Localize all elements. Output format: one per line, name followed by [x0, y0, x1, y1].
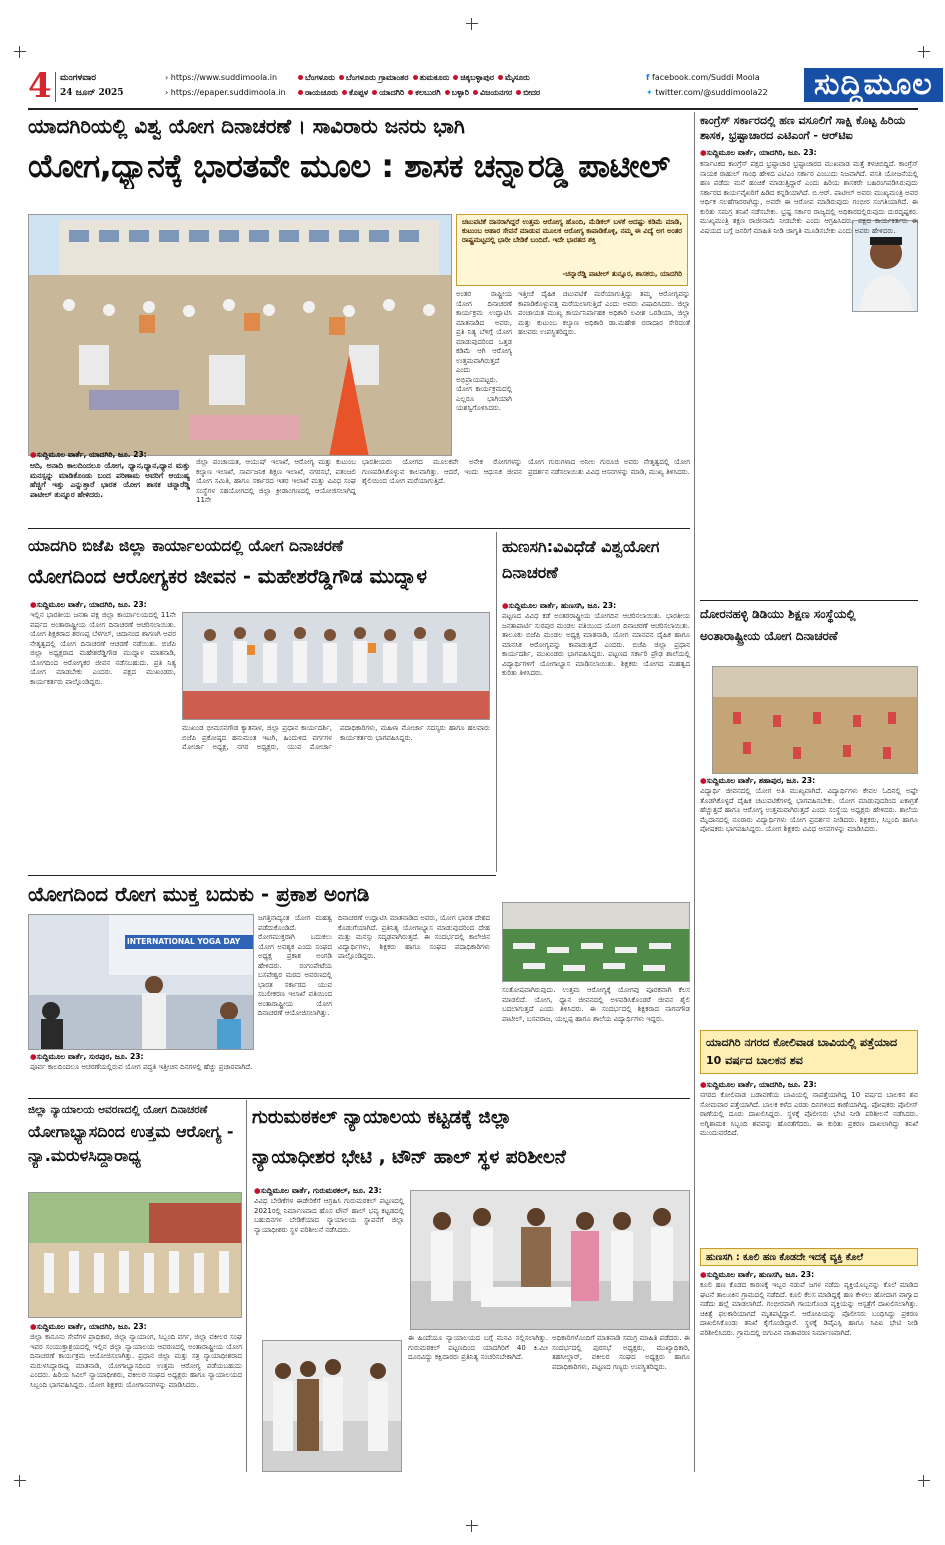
- crop-mark: [918, 46, 930, 58]
- prakash-headline: ಯೋಗದಿಂದ ರೋಗ ಮುಕ್ತ ಬದುಕು - ಪ್ರಕಾಶ ಅಂಗಡಿ: [28, 882, 370, 906]
- court-yoga-body: ಜಿಲ್ಲಾ ಕಾನೂನು ಸೇವೆಗಳ ಪ್ರಾಧಿಕಾರ, ಜಿಲ್ಲಾ ನ್ಯಾಯಾಂಗ, ಸಿಬ್ಬಂದಿ ವರ್ಗ, ಜಿಲ್ಲಾ ವಕೀಲರ ಸಂಘ ಇವರ ಸಂಯುಕ್ತಾಶ್ರಯದಲ್ಲಿ ಇಲ್ಲಿನ ಜಿಲ್ಲಾ ನ್ಯಾಯಾಲಯ ಆವರಣದಲ್ಲಿ ಅಂತಾರಾಷ್ಟ್ರೀಯ ಯೋಗ ದಿನಾಚರಣೆ ಕಾರ್ಯಕ್ರಮ ಆಯೋಜಿಸಲಾಗಿತ್ತು. ಪ್ರಧಾನ ಜಿಲ್ಲಾ ಮತ್ತು ಸತ್ರ ನ್ಯಾಯಾಧೀಶರಾದ ಮರುಳಸಿದ್ದಾರಾಧ್ಯ ಮಾತನಾಡಿ, ಯೋಗಾಭ್ಯಾಸದಿಂದ ಉತ್ತಮ ಆರೋಗ್ಯ ಪಡೆಯಬಹುದು ಎಂದರು. ಹಿರಿಯ ಸಿವಿಲ್ ನ್ಯಾಯಾಧೀಶರು, ವಕೀಲರ ಸಂಘದ ಅಧ್ಯಕ್ಷರು ಹಾಗೂ ನ್ಯಾಯಾಲಯದ ಸಿಬ್ಬಂದಿ ಭಾಗವಹಿಸಿದ್ದರು. ಯೋಗ ಶಿಕ್ಷಕರು ಯೋಗಾಸನಗಳನ್ನು ಮಾಡಿಸಿದರು.: [30, 1333, 242, 1389]
- bjp-byline: ●ಸುದ್ದಿಮೂಲ ವಾರ್ತೆ, ಯಾದಗಿರಿ, ಜೂ. 23:: [30, 600, 147, 609]
- cities-row-1: ಬೆಂಗಳೂರು ಬೆಂಗಳೂರು ಗ್ರಾಮಾಂತರ ತುಮಕೂರು ಚಿಕ್ಕಬಳ್ಳಾಪುರ ಮೈಸೂರು: [294, 72, 530, 84]
- lead-quote-box: [456, 214, 688, 286]
- facebook-icon: f: [646, 73, 650, 82]
- issue-date: 24 ಜೂನ್ 2025: [60, 88, 124, 98]
- sidebar-top-body: ಕರ್ನಾಟಕದ ಕಾಂಗ್ರೆಸ್ ಪಕ್ಷದ ಭ್ರಷ್ಟಾಚಾರ ಭ್ರಷ್ಟಾಚಾರದ ಮುಖವಾಡ ಮತ್ತೆ ಕಳಚಿಬಿದ್ದಿದೆ. ಕಾಂಗ್ರೆಸ್ ನಾಯಕ ರಾಹುಲ್ ಗಾಂಧಿ ಹೇಳಿದ ಎಟಿಎಂ ಸರ್ಕಾರ ಎಂಬುದು ನಿಜವಾಗಿದೆ. ವಸತಿ ಯೋಜನೆಯಲ್ಲಿ ಹಣ ಪಡೆದು ಮನೆ ಹಂಚಿಕೆ ಮಾಡುತ್ತಿದ್ದಾರೆ ಎಂದು ಹಿರಿಯ ಶಾಸಕರೇ ಬಹಿರಂಗಪಡಿಸಿರುವುದು ಸರ್ಕಾರದ ಕಾರ್ಯವೈಖರಿಗೆ ಹಿಡಿದ ಕನ್ನಡಿಯಾಗಿದೆ. ಬಿ.ಆರ್. ಪಾಟೀಲ್ ಅವರು ಮುಖ್ಯಮಂತ್ರಿ ಅವರ ಆರ್ಥಿಕ ಸಲಹೆಗಾರರಾಗಿದ್ದು, ಅವರೇ ಈ ಆರೋಪ ಮಾಡಿರುವುದು ಗಂಭೀರ ಸಂಗತಿಯಾಗಿದೆ. ಈ ಕುರಿತು ಸಮಗ್ರ ತನಿಖೆ ನಡೆಸಬೇಕು. ಭ್ರಷ್ಟ ಸರ್ಕಾರ ರಾಜ್ಯದಲ್ಲಿ ಅಧಿಕಾರದಲ್ಲಿರುವುದು ದುರದೃಷ್ಟಕರ. ಮುಖ್ಯಮಂತ್ರಿ ತಕ್ಷಣ ರಾಜೀನಾಮೆ ನೀಡಬೇಕು ಎಂದು ಆಗ್ರಹಿಸಿದರು. ಪಕ್ಷದ ಕಾರ್ಯಕರ್ತರು ಈ ವಿಷಯದ ಬಗ್ಗೆ ಜನರಿಗೆ ಮಾಹಿತಿ ನೀಡಿ ಜಾಗೃತಿ ಮೂಡಿಸಬೇಕು ಎಂದು ಅವರು ಹೇಳಿದರು.: [700, 160, 918, 235]
- weekday: ಮಂಗಳವಾರ: [60, 73, 97, 83]
- facebook-link[interactable]: f facebook.com/Suddi Moola: [646, 73, 760, 82]
- school-yoga-body: ವಿದ್ಯಾರ್ಥಿ ಜೀವನದಲ್ಲಿ ಯೋಗ ಅತಿ ಮುಖ್ಯವಾಗಿದೆ. ವಿದ್ಯಾರ್ಥಿಗಳು ಕೇವಲ ಓದಿನಲ್ಲಿ ಅಷ್ಟೇ ತೊಡಗಿಕೊಳ್ಳದೆ ದೈಹಿಕ ಚಟುವಟಿಕೆಗಳಲ್ಲಿ ಭಾಗವಹಿಸಬೇಕು. ಯೋಗ ಮಾಡುವುದರಿಂದ ಏಕಾಗ್ರತೆ ಹೆಚ್ಚುತ್ತದೆ ಹಾಗೂ ಆರೋಗ್ಯ ಉತ್ತಮವಾಗಿರುತ್ತದೆ ಎಂದು ಸಂಸ್ಥೆಯ ಅಧ್ಯಕ್ಷರು ಹೇಳಿದರು. ಶಾಲೆಯ ಮೈದಾನದಲ್ಲಿ ನೂರಾರು ವಿದ್ಯಾರ್ಥಿಗಳು ಯೋಗ ಪ್ರದರ್ಶನ ನೀಡಿದರು. ಶಿಕ್ಷಕರು, ಸಿಬ್ಬಂದಿ ಹಾಗೂ ಪೋಷಕರು ಭಾಗವಹಿಸಿದ್ದರು. ಯೋಗ ಶಿಕ್ಷಕರು ವಿವಿಧ ಆಸನಗಳನ್ನು ಮಾಡಿಸಿದರು.: [700, 787, 918, 833]
- gurumatkal-photo-top: [410, 1190, 690, 1330]
- hunasagi-body: ಪಟ್ಟಣದ ವಿವಿಧ ಕಡೆ ಅಂತರರಾಷ್ಟ್ರೀಯ ಯೋಗದಿನ ಆಚರಿಸಲಾಯಿತು. ಭಾರತೀಯ ಜನತಾಪಾರ್ಟಿ ಸುರಪುರ ಮಂಡಲ ವತಿಯಿಂದ ಯೋಗ ದಿನಾಚರಣೆ ಆಚರಿಸಲಾಯಿತು. ತಾಲೂಕು ಬಿಜೆಪಿ ಮಂಡಲ ಅಧ್ಯಕ್ಷ ಮಾತನಾಡಿ, ಯೋಗ ಮಾನವನ ದೈಹಿಕ ಹಾಗೂ ಮಾನಸಿಕ ಆರೋಗ್ಯವನ್ನು ಕಾಪಾಡುತ್ತದೆ ಎಂದರು. ಬಿಜೆಪಿ ಜಿಲ್ಲಾ ಪ್ರಧಾನ ಕಾರ್ಯದರ್ಶಿ, ಮುಖಂಡರು ಭಾಗವಹಿಸಿದ್ದರು. ಪಟ್ಟಣದ ಸರ್ಕಾರಿ ಪ್ರೌಢ ಶಾಲೆಯಲ್ಲಿ ವಿದ್ಯಾರ್ಥಿಗಳಿಗೆ ಯೋಗಾಭ್ಯಾಸ ಮಾಡಿಸಲಾಯಿತು. ಶಿಕ್ಷಕರು ಯೋಗದ ಮಹತ್ವದ ಕುರಿತು ತಿಳಿಸಿದರು.: [502, 612, 690, 677]
- twitter-icon: ✦: [646, 88, 653, 97]
- hunasagi-byline: ●ಸುದ್ದಿಮೂಲ ವಾರ್ತೆ, ಹುಣಸಗಿ, ಜೂ. 23:: [502, 601, 617, 610]
- lead-kicker: ಯಾದಗಿರಿಯಲ್ಲಿ ವಿಶ್ವ ಯೋಗ ದಿನಾಚರಣೆ । ಸಾವಿರಾರು ಜನರು ಭಾಗಿ: [28, 114, 465, 138]
- crop-mark: [14, 1475, 26, 1487]
- gurumatkal-body-left: ವಿವಿಧ ಬೇಡಿಕೆಗಳ ಈಡೇರಿಕೆಗೆ ಆಗ್ರಹಿಸಿ ಗುರುಮಠಕಲ್ ಪಟ್ಟಣದಲ್ಲಿ 2021ರಲ್ಲಿ ನಿರ್ಮಾಣವಾದ ಹೊಸ ಟೌನ್ ಹಾಲ್ ಭವ್ಯ ಕಟ್ಟಡದಲ್ಲಿ ಬಹುದಿನಗಳ ಬೇಡಿಕೆಯಾದ ನ್ಯಾಯಾಲಯ ಸ್ಥಾಪನೆಗೆ ಜಿಲ್ಲಾ ನ್ಯಾಯಾಧೀಶರು ಸ್ಥಳ ಪರಿಶೀಲನೆ ನಡೆಸಿದರು.: [254, 1197, 404, 1234]
- gurumatkal-headline-line2: ನ್ಯಾಯಾಧೀಶರ ಭೇಟಿ , ಟೌನ್ ಹಾಲ್ ಸ್ಥಳ ಪರಿಶೀಲನೆ: [252, 1147, 566, 1168]
- prakash-caption: ಪೂರ್ವ ಕಾಲದಿಂದಲೂ ಆಚರಣೆಯಲ್ಲಿರುವ ಯೋಗ ಪದ್ಧತಿ ಇತ್ತೀಚಿನ ದಿನಗಳಲ್ಲಿ ಹೆಚ್ಚು ಪ್ರಚಾರವಾಗಿದೆ.: [30, 1063, 253, 1071]
- bjp-body-left: ಇಲ್ಲಿನ ಭಾರತೀಯ ಜನತಾ ಪಕ್ಷ ಜಿಲ್ಲಾ ಕಾರ್ಯಾಲಯದಲ್ಲಿ 11ನೇ ವರ್ಷದ ಅಂತಾರಾಷ್ಟ್ರೀಯ ಯೋಗ ದಿನಾಚರಣೆ ಆಚರಿಸಲಾಯಿತು. ಯೋಗ ಶಿಕ್ಷಕರಾದ ಶರಣಪ್ಪ ಬೆಳಗಲ್, ಚಿದಾನಂದ ಶಾಗಣಗಿ ಅವರ ನೇತೃತ್ವದಲ್ಲಿ ಯೋಗ ದಿನಾಚರಣೆ ಆಚರಣೆ ನಡೆಯಿತು. ಬಿಜೆಪಿ ಜಿಲ್ಲಾ ಅಧ್ಯಕ್ಷರಾದ ಮಹೇಶರೆಡ್ಡಿಗೌಡ ಮುದ್ನಾಳ ಮಾತನಾಡಿ, ಯೋಗದಿಂದ ಆರೋಗ್ಯಕರ ಜೀವನ ನಡೆಸಬಹುದು. ಪ್ರತಿ ನಿತ್ಯ ಯೋಗ ಮಾಡಬೇಕು ಎಂದರು. ಪಕ್ಷದ ಮುಖಂಡರು, ಕಾರ್ಯಕರ್ತರು ಪಾಲ್ಗೊಂಡಿದ್ದರು.: [30, 611, 176, 686]
- hunasagi-body-lower: ಸಂತೋಷವಾಗಿರುವುದು. ಉತ್ತಮ ಆರೋಗ್ಯಕ್ಕೆ ಯೋಗವು ಪೂರಕವಾಗಿ ಕೆಲಸ ಮಾಡಲಿದೆ. ಯೋಗ, ಧ್ಯಾನ ಜೀವನದಲ್ಲಿ ಅಳವಡಿಸಿಕೊಂಡರೆ ಜೀವನ ಶೈಲಿ ಬದಲಾಗುತ್ತದೆ ಎಂದು ತಿಳಿಸಿದರು. ಈ ಸಂದರ್ಭದಲ್ಲಿ ಶಿಕ್ಷಕರಾದ ನಾಗನಗೌಡ ಪಾಟೀಲ್, ಬಸವರಾಜ, ಯಲ್ಲಪ್ಪ ಹಾಗೂ ಶಾಲೆಯ ವಿದ್ಯಾರ್ಥಿಗಳು ಇದ್ದರು.: [502, 986, 690, 1023]
- murder-body: ಕೂಲಿ ಹಣ ಕೊಡದ ಕಾರಣಕ್ಕೆ ಇಬ್ಬರ ನಡುವೆ ಜಗಳ ನಡೆದು ವ್ಯಕ್ತಿಯೊಬ್ಬನನ್ನು ಕೊಲೆ ಮಾಡಿದ ಘಟನೆ ತಾಲೂಕಿನ ಗ್ರಾಮದಲ್ಲಿ ನಡೆದಿದೆ. ಕೂಲಿ ಕೆಲಸ ಮಾಡಿದ್ದಕ್ಕೆ ಹಣ ಕೇಳಲು ಹೋದಾಗ ವಾಗ್ವಾದ ನಡೆದು ಹಲ್ಲೆ ಮಾಡಲಾಗಿದೆ. ಗಂಭೀರವಾಗಿ ಗಾಯಗೊಂಡ ವ್ಯಕ್ತಿಯನ್ನು ಆಸ್ಪತ್ರೆಗೆ ದಾಖಲಿಸಲಾಗಿತ್ತು. ಚಿಕಿತ್ಸೆ ಫಲಕಾರಿಯಾಗದೆ ಮೃತಪಟ್ಟಿದ್ದಾನೆ. ಆರೋಪಿಯನ್ನು ಪೊಲೀಸರು ಬಂಧಿಸಿದ್ದು ಪ್ರಕರಣ ದಾಖಲಿಸಿಕೊಂಡು ತನಿಖೆ ಕೈಗೊಂಡಿದ್ದಾರೆ. ಸ್ಥಳಕ್ಕೆ ಡಿವೈಎಸ್ಪಿ ಹಾಗೂ ಸಿಪಿಐ ಭೇಟಿ ನೀಡಿ ಪರಿಶೀಲಿಸಿದರು. ಗ್ರಾಮದಲ್ಲಿ ಬಿಗುವಿನ ವಾತಾವರಣ ನಿರ್ಮಾಣವಾಗಿದೆ.: [700, 1281, 918, 1337]
- lead-caption: ಆದಿ, ಅನಾದಿ ಕಾಲದಿಂದಲೂ ಯೋಗ, ಧ್ಯಾನ,ಧ್ಯಾನ,ಧ್ಯಾನ ಮತ್ತು ಮನಸ್ಸನ್ನು ಮಾಡಿಕೊಂಡು ಬಂದ ಪರಿಣಾಮ ಅವರಿಗೆ ಆಯುಷ್ಯ ಹೆಚ್ಚಿಗೆ ಇತ್ತು ಎನ್ನುತ್ತಾರೆ ಭಾರತ ಯೋಗ ಶಾಸಕ ಚನ್ನಾರೆಡ್ಡಿ ಪಾಟೀಲ್ ತುನ್ನೂರ ಹೇಳಿದರು.: [30, 461, 190, 499]
- gurumatkal-headline-line1: ಗುರುಮಠಕಲ್ ನ್ಯಾಯಾಲಯ ಕಟ್ಟಡಕ್ಕೆ ಜಿಲ್ಲಾ: [252, 1107, 512, 1128]
- court-yoga-photo: [28, 1192, 242, 1318]
- bjp-photo: [182, 612, 490, 720]
- boy-headline-box: [700, 1030, 918, 1074]
- sidebar-top-headline: ಕಾಂಗ್ರೆಸ್ ಸರ್ಕಾರದಲ್ಲಿ ಹಣ ವಸೂಲಿಗೆ ಸಾಕ್ಷಿ ಕೊಟ್ಟ ಹಿರಿಯ ಶಾಸಕ, ಭ್ರಷ್ಟಾಚಾರದ ಎಟಿಎಂಗೆ - ಆರ್‌ಟಿಐ: [700, 114, 906, 142]
- lead-body-col5: ಯೋಗ ಗುರುಗಳಾದ ಅನೀಲ ಗುರೂಜಿ ಅವರು ನೇತೃತ್ವದಲ್ಲಿ ಯೋಗ ಪ್ರದರ್ಶನ ನಡೆಸಲಾಯಿತು ವಿವಿಧ ಆಸನಗಳನ್ನು ಮಾಡಿ, ಮುಖ್ಯ ತಿಳಿಸಿದರು.: [528, 458, 690, 476]
- boy-byline: ●ಸುದ್ದಿಮೂಲ ವಾರ್ತೆ, ಯಾದಗಿರಿ, ಜೂ. 23:: [700, 1080, 817, 1089]
- gurumatkal-body-mid: ಈ ಹಿಂದೆಯೂ ನ್ಯಾಯಾಲಯದ ಬಗ್ಗೆ ಮನವಿ ಸಲ್ಲಿಸಲಾಗಿತ್ತು. ಗುರುಮಠಕಲ್ ಪಟ್ಟಣದಿಂದ ಯಾದಗಿರಿಗೆ 40 ಕಿ.ಮೀ ದೂರವಿದ್ದು ಕಕ್ಷಿದಾರರು ಪ್ರತಿನಿತ್ಯ ಸಂಚರಿಸಬೇಕಾಗಿದೆ.: [408, 1334, 548, 1361]
- lead-body-col2: ಇತ್ತೀಚೆ ದೈಹಿಕ ಚಟುವಟಿಕೆ ಮರೆಯಾಗುತ್ತಿದ್ದು ತಮ್ಮ ಆರೋಗ್ಯವನ್ನು ಕಾಪಾಡಿಕೊಳ್ಳುವತ್ತ ಮರೆಯಲಾಗುತ್ತಿದೆ ಎಂದು ಅವರು ವಿಷಾದಿಸಿದರು. ಜಿಲ್ಲಾ ಪಂಚಾಯತ ಮುಖ್ಯ ಕಾರ್ಯನಿರ್ವಾಹಕ ಅಧಿಕಾರಿ ಲವೀಶ ಒರಡಿಯಾ, ಜಿಲ್ಲಾ ಮತ್ತು ಕುಟುಂಬ ಕಲ್ಯಾಣ ಅಧಿಕಾರಿ ಡಾ.ಮಹೇಶ ಬಿರಾದಾರ ಸೇರಿದಂತೆ ಹಲವರು ಉಪಸ್ಥಿತರಿದ್ದರು.: [518, 290, 690, 336]
- gurumatkal-byline: ●ಸುದ್ದಿಮೂಲ ವಾರ್ತೆ, ಗುರುಮಠಕಲ್, ಜೂ. 23:: [254, 1186, 382, 1195]
- lead-body-col3: ಜಿಲ್ಲಾ ಪಂಚಾಯತ, ಆಯುಷ್ ಇಲಾಖೆ, ಆರೋಗ್ಯ ಮತ್ತು ಕುಟುಂಬ ಕಲ್ಯಾಣ ಇಲಾಖೆ, ಸಾರ್ವಜನಿಕ ಶಿಕ್ಷಣ ಇಲಾಖೆ, ನಗರಸಭೆ, ಪತಂಜಲಿ ಯೋಗ ಸಮಿತಿ, ಹಾಗೂ ಸರ್ಕಾರದ ಇತರ ಇಲಾಖೆ ಮತ್ತು ವಿವಿಧ ಸಂಘ ಸಂಸ್ಥೆಗಳ ಸಹಯೋಗದಲ್ಲಿ ಜಿಲ್ಲಾ ಕ್ರೀಡಾಂಗಣದಲ್ಲಿ ಆಯೋಜಿಸಲಾಗಿದ್ದ 11ನೇ: [196, 458, 356, 504]
- court-yoga-kicker: ಜಿಲ್ಲಾ ನ್ಯಾಯಾಲಯ ಆವರಣದಲ್ಲಿ ಯೋಗ ದಿನಾಚರಣೆ: [28, 1104, 208, 1116]
- prakash-photo: [28, 914, 254, 1050]
- hunasagi-headline: ಹುಣಸಗಿ:ವಿವಿಧೆಡೆ ವಿಶ್ವಯೋಗ ದಿನಾಚರಣೆ: [502, 537, 660, 582]
- prakash-photo-banner: INTERNATIONAL YOGA DAY: [127, 937, 241, 946]
- cities-row-2: ರಾಯಚೂರು ಕೊಪ್ಪಳ ಯಾದಗಿರಿ ಕಲಬುರಗಿ ಬಳ್ಳಾರಿ ವಿಜಯನಗರ ಬೀದರ: [294, 87, 540, 99]
- crop-mark: [466, 1520, 478, 1532]
- lead-quote: ಚಟುವಟಿಕೆ ದಾನರಾಗಿದ್ದರೆ ಉತ್ತಮ ಆರೋಗ್ಯ ಹೊಂದಿ, ಮೆಡಿಕಲ್ ಬಳಕೆ ಆದಷ್ಟು ಕಡಿಮೆ ಮಾಡಿ, ಕುಟುಂಬ ಆಹಾರ ಸೇವನೆ ಮಾಡುವ ಮೂಲಕ ಆರೋಗ್ಯ ಕಾಪಾಡಿಕೊಳ್ಳಿ, ನಮ್ಮ ಈ ವಿದ್ಯೆ ಅಗ ಅಂತರ ರಾಷ್ಟ್ರಮಟ್ಟದಲ್ಲಿ ಭಾರೀ ಬೇಡಿಕೆ ಬಂದಿದೆ. ಇದೇ ಭಾರತದ ಶಕ್ತಿ: [462, 218, 682, 244]
- epaper-link[interactable]: › https://epaper.suddimoola.in: [165, 88, 286, 97]
- school-yoga-photo: [712, 666, 918, 774]
- prakash-body-right: ದಿನಾಚರಣೆ ಉದ್ಘಾಟಿಸಿ ಮಾತನಾಡಿದ ಅವರು, ಯೋಗ ಭಾರತ ದೇಶದ ಕೊಡುಗೆಯಾಗಿದೆ. ಪ್ರತಿನಿತ್ಯ ಯೋಗಾಭ್ಯಾಸ ಮಾಡುವುದರಿಂದ ದೇಹ ಮತ್ತು ಮನಸ್ಸು ಸದೃಢವಾಗಿರುತ್ತದೆ. ಈ ಸಂದರ್ಭದಲ್ಲಿ ಕಾಲೇಜಿನ ವಿದ್ಯಾರ್ಥಿಗಳು, ಶಿಕ್ಷಕರು ಹಾಗೂ ಸಂಘದ ಪದಾಧಿಕಾರಿಗಳು ಪಾಲ್ಗೊಂಡಿದ್ದರು.: [338, 914, 490, 960]
- prakash-byline: ●ಸುದ್ದಿಮೂಲ ವಾರ್ತೆ, ಸುರಪುರ, ಜೂ. 23:: [30, 1052, 144, 1061]
- bjp-headline: ಯೋಗದಿಂದ ಆರೋಗ್ಯಕರ ಜೀವನ - ಮಹೇಶರೆಡ್ಡಿಗೌಡ ಮುದ್ನಾಳ: [28, 565, 427, 588]
- lead-byline: ●ಸುದ್ದಿಮೂಲ ವಾರ್ತೆ, ಯಾದಗಿರಿ, ಜೂ. 23:: [30, 450, 147, 459]
- twitter-link[interactable]: ✦ twitter.com/@suddimoola22: [646, 88, 768, 97]
- lead-photo: [28, 214, 452, 456]
- crop-mark: [14, 46, 26, 58]
- boy-body: ನಗರದ ಕೋಲಿವಾಡ ಬಡಾವಣೆಯ ಬಾವಿಯಲ್ಲಿ ನಾಪತ್ತೆಯಾಗಿದ್ದ 10 ವರ್ಷದ ಬಾಲಕನ ಶವ ಸೋಮವಾರ ಪತ್ತೆಯಾಗಿದೆ. ಬಾಲಕ ಕಳೆದ ಎರಡು ದಿನಗಳಿಂದ ಕಾಣೆಯಾಗಿದ್ದ. ಪೋಷಕರು ಪೊಲೀಸ್ ಠಾಣೆಯಲ್ಲಿ ದೂರು ದಾಖಲಿಸಿದ್ದರು. ಸ್ಥಳಕ್ಕೆ ಪೊಲೀಸರು ಭೇಟಿ ನೀಡಿ ಪರಿಶೀಲನೆ ನಡೆಸಿದರು. ಅಗ್ನಿಶಾಮಕ ಸಿಬ್ಬಂದಿ ಶವವನ್ನು ಹೊರತೆಗೆದರು. ಈ ಕುರಿತು ಪ್ರಕರಣ ದಾಖಲಾಗಿದ್ದು ತನಿಖೆ ಮುಂದುವರೆದಿದೆ.: [700, 1091, 918, 1137]
- newspaper-logo: ಸುದ್ದಿಮೂಲ: [804, 68, 943, 102]
- lead-body-col4: ಭಾರತೀಯರು ಯೋಗದ ಮೂಲಕವೇ ಅನೇಕ ರೋಗಗಳನ್ನು ಗುಣಪಡಿಸಿಕೊಳ್ಳುವ ಕಾಲವಾಗಿತ್ತು. ಆದರೆ, ಇಂದು ಆಧುನಿಕ ಜೀವನ ಶೈಲಿಯಿಂದ ಯೋಗ ಮರೆಯಾಗುತ್ತಿದೆ.: [362, 458, 522, 485]
- murder-headline: ಹುಣಸಗಿ : ಕೂಲಿ ಹಣ ಕೊಡದೇ ಇದಕ್ಕೆ ವ್ಯಕ್ತಿ ಕೊಲೆ: [706, 1252, 864, 1263]
- sidebar-top-byline: ●ಸುದ್ದಿಮೂಲ ವಾರ್ತೆ, ಯಾದಗಿರಿ, ಜೂ. 23:: [700, 148, 817, 157]
- lead-body-col1: ಅಂತರ ರಾಷ್ಟ್ರೀಯ ಯೋಗ ದಿನಾಚರಣೆ ಕಾರ್ಯಕ್ರಮ ಉದ್ಘಾಟಿಸಿ ಮಾತನಾಡಿದ ಅವರು, ಪ್ರತಿ ನಿತ್ಯ ಬೆಳಿಗ್ಗೆ ಯೋಗ ಮಾಡುವುದರಿಂದ ಒತ್ತಡ ಕಡಿಮೆ ಆಗಿ ಆರೋಗ್ಯ ಉತ್ತಮವಾಗಿರುತ್ತದೆ ಎಂದು ಅಭಿಪ್ರಾಯಪಟ್ಟರು. ಯೋಗ ಕಾರ್ಯಕ್ರಮದಲ್ಲಿ ಎಲ್ಲರೂ ಭಾಗಿಯಾಗಿ ಯಶಸ್ವಿಗೊಳಿಸಿದರು.: [456, 290, 512, 412]
- boy-headline: ಯಾದಗಿರಿ ನಗರದ ಕೋಲಿವಾಡ ಬಾವಿಯಲ್ಲಿ ಪತ್ತೆಯಾದ 10 ವರ್ಷದ ಬಾಲಕನ ಶವ: [706, 1036, 898, 1067]
- lead-headline: ಯೋಗ,ಧ್ಯಾನಕ್ಕೆ ಭಾರತವೇ ಮೂಲ : ಶಾಸಕ ಚನ್ನಾರಡ್ಡಿ ಪಾಟೀಲ್: [28, 147, 670, 185]
- bjp-kicker: ಯಾದಗಿರಿ ಬಿಜೆಪಿ ಜಿಲ್ಲಾ ಕಾರ್ಯಾಲಯದಲ್ಲಿ ಯೋಗ ದಿನಾಚರಣೆ: [28, 537, 344, 555]
- prakash-body-mid: ಜಗತ್ತಿನಾದ್ಯಂತ ಯೋಗ ಮಹತ್ವ ಪಡೆದುಕೊಂಡಿದೆ. ರೋಗಮುಕ್ತರಾಗಿ ಬದುಕಲು ಯೋಗ ಅವಶ್ಯಕ ಎಂದು ಸಂಘದ ಅಧ್ಯಕ್ಷ ಪ್ರಕಾಶ ಅಂಗಡಿ ಹೇಳಿದರು. ರಂಗಂಪೇಟೆಯ ಬಸವೇಶ್ವರ ಮಠದ ಆವರಣದಲ್ಲಿ ಭಾರತ ಸರ್ಕಾರದ ಯುವ ಸಬಲೀಕರಣ ಇಲಾಖೆ ವತಿಯಿಂದ ಅಂತಾರಾಷ್ಟ್ರೀಯ ಯೋಗ ದಿನಾಚರಣೆ ಆಯೋಜಿಸಲಾಗಿತ್ತು.: [258, 914, 332, 1017]
- court-yoga-headline: ಯೋಗಾಭ್ಯಾಸದಿಂದ ಉತ್ತಮ ಆರೋಗ್ಯ - ನ್ಯಾ.ಮರುಳಸಿದ್ದಾರಾಧ್ಯ: [28, 1122, 234, 1165]
- school-yoga-headline: ದೋರನಹಳ್ಳಿ ಡಿಡಿಯು ಶಿಕ್ಷಣ ಸಂಸ್ಥೆಯಲ್ಲಿ ಅಂತಾರಾಷ್ಟ್ರೀಯ ಯೋಗ ದಿನಾಚರಣೆ: [700, 607, 856, 643]
- crop-mark: [918, 1475, 930, 1487]
- lead-quote-author: -ಚನ್ನಾರೆಡ್ಡಿ ಪಾಟೀಲ್ ತುನ್ನೂರ, ಶಾಸಕರು, ಯಾದಗಿರಿ: [562, 270, 682, 278]
- page-number: 4: [28, 66, 52, 106]
- site-link[interactable]: › https://www.suddimoola.in: [165, 73, 278, 82]
- hunasagi-photo: [502, 902, 690, 982]
- crop-mark: [466, 18, 478, 30]
- gurumatkal-body-right: ಅಧಿಕಾರಿಗಳೊಂದಿಗೆ ಮಾತನಾಡಿ ಸಮಗ್ರ ಮಾಹಿತಿ ಪಡೆದರು. ಈ ಸಂದರ್ಭದಲ್ಲಿ ಪುರಸಭೆ ಅಧ್ಯಕ್ಷರು, ಮುಖ್ಯಾಧಿಕಾರಿ, ತಹಸೀಲ್ದಾರ್, ವಕೀಲರ ಸಂಘದ ಅಧ್ಯಕ್ಷರು ಹಾಗೂ ಪದಾಧಿಕಾರಿಗಳು, ಪಟ್ಟಣದ ಗಣ್ಯರು ಉಪಸ್ಥಿತರಿದ್ದರು.: [552, 1334, 690, 1371]
- murder-byline: ●ಸುದ್ದಿಮೂಲ ವಾರ್ತೆ, ಹುಣಸಗಿ, ಜೂ. 23:: [700, 1270, 815, 1279]
- masthead: [28, 66, 933, 106]
- school-yoga-byline: ●ಸುದ್ದಿಮೂಲ ವಾರ್ತೆ, ಶಹಾಪುರ, ಜೂ. 23:: [700, 776, 816, 785]
- court-yoga-byline: ●ಸುದ್ದಿಮೂಲ ವಾರ್ತೆ, ಯಾದಗಿರಿ, ಜೂ. 23:: [30, 1322, 147, 1331]
- bjp-body-right: ಮುಖಂಡ ಭೀಮಸನಗೌಡ ಕ್ಯಾತನಾಳ, ಜಿಲ್ಲಾ ಪ್ರಧಾನ ಕಾರ್ಯದರ್ಶಿ, ಬಿಜೆಪಿ ಪ್ರಕೋಷ್ಠದ ಹನುಮಂತ ಇಟಗಿ, ಹಿಂದುಳಿದ ವರ್ಗಗಳ ಮೋರ್ಚಾ ಅಧ್ಯಕ್ಷ, ನಗರ ಅಧ್ಯಕ್ಷರು, ಯುವ ಮೋರ್ಚಾ ಪದಾಧಿಕಾರಿಗಳು, ಮಹಿಳಾ ಮೋರ್ಚಾ ಸದಸ್ಯರು ಹಾಗೂ ಹಲವಾರು ಕಾರ್ಯಕರ್ತರು ಭಾಗವಹಿಸಿದ್ದರು.: [182, 724, 490, 751]
- gurumatkal-photo-bottom: [262, 1340, 402, 1472]
- murder-headline-box: [700, 1248, 918, 1266]
